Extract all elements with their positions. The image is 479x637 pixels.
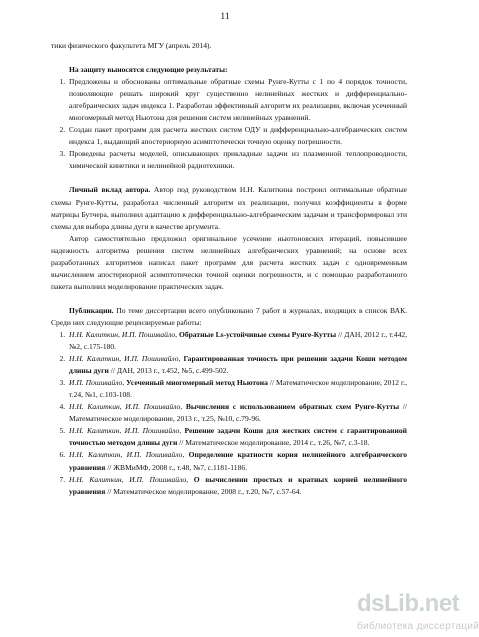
publications-list (51, 329, 407, 498)
contribution-text: Автор под руководством Н.Н. Калиткина построил оптимальные обратные схемы Рунге-Кутты, разработал численный алгоритм их реализации, получил коэффициенты в форме матрицы Бутчера, выполнил адаптацию к дифференциально-алгебраическим задачам и трансформировал эти схемы для выбора длины дуги в качестве аргумента. (51, 185, 407, 231)
page-content (51, 40, 407, 498)
publications-paragraph (51, 305, 407, 329)
publication-item (67, 401, 407, 425)
contribution-section (51, 184, 407, 292)
results-item: 3. Проведены расчеты моделей, описывающих прикладные задачи из плазменной теплопроводности, химической кинетики и нелинейной радиотехники. (67, 148, 407, 172)
publication-source: // ДАН, 2012 г., т.442, №2, с.175-180. (69, 329, 407, 352)
publication-source: // Математическое моделирование, 2012 г., т.24, №1, с.103-108. (69, 378, 407, 400)
contribution-paragraph-2: Автор самостоятельно предложил оригинальное усечение ньютоновских итераций, повысившее надежность алгоритма решения систем нелинейных алгебраических уравнений; на основе всех разработанных алгоритмов написал пакет программ для расчета жестких задач с одновременным вычислением апостериорной асимптотически точной оценки погрешности, и с помощью разработанного пакета выполнил моделирование практических задач. (51, 233, 407, 291)
publication-title: Гарантированная точность при решении задачи Коши методом длины дуги (69, 354, 408, 376)
publication-title: О вычислении простых и кратных корней нелинейного уравнения (69, 474, 407, 496)
contribution-paragraph (51, 184, 407, 232)
publication-item (67, 474, 407, 498)
publication-source: // Математическое моделирование, 2008 г., т.20, №7, с.57-64. (105, 486, 302, 496)
watermark-logo-dot: . (418, 590, 425, 617)
publication-source: // Математическое моделирование, 2013 г., т.25, №10, с.79-96. (69, 402, 407, 424)
publication-authors: Н.Н. Калиткин, И.П. Пошивайло, (69, 329, 177, 339)
publication-authors: Н.Н. Калиткин, И.П. Пошивайло, (69, 402, 183, 412)
publication-authors: Н.Н. Калиткин, И.П. Пошивайло, (69, 426, 182, 436)
publication-title: Обратные Ls-устойчивые схемы Рунге-Кутты (178, 329, 337, 339)
publication-title: Усеченный многомерный метод Ньютона (126, 378, 268, 388)
publication-source: // ЖВМиМФ, 2008 г., т.48, №7, с.1181-1186. (105, 462, 248, 472)
watermark (300, 590, 479, 637)
results-item: 2. Создан пакет программ для расчета жестких систем ОДУ и дифференциально-алгебраических систем индекса 1, выдающий апостериорную асимптотически точную оценку погрешности. (67, 124, 407, 148)
page-number: 11 (220, 12, 230, 22)
publication-item (67, 377, 407, 401)
publication-title: Определение кратности корня нелинейного алгебраического уравнения (69, 450, 408, 472)
publication-authors: Н.Н. Калиткин, И.П. Пошивайло, (69, 450, 185, 460)
publication-item (67, 329, 407, 353)
watermark-subtitle: библиотека диссертаций (357, 621, 479, 632)
publication-item (67, 449, 407, 473)
watermark-logo-main: dsLib (357, 590, 419, 617)
publications-label: Публикации. (69, 305, 114, 315)
publication-item (67, 353, 407, 377)
results-section (51, 64, 407, 172)
watermark-logo (357, 590, 459, 618)
publications-intro: По теме диссертации всего опубликовано 7 работ в журналах, входящих в список ВАК. Среди них следующие рецензируемые работы: (51, 305, 407, 327)
intro-tail: тики физического факультета МГУ (апрель 2014). (51, 41, 212, 50)
watermark-logo-tld: net (424, 590, 460, 617)
publication-source: // Математическое моделирование, 2014 г., т.26, №7, с.3-18. (177, 438, 370, 448)
results-heading: На защиту выносятся следующие результаты: (69, 65, 228, 75)
results-list (51, 76, 407, 172)
publication-item (67, 425, 407, 449)
publication-title: Вычисления с использованием обратных схем Рунге-Кутты (185, 402, 400, 412)
publication-source: // ДАН, 2013 г., т.452, №5, с.499-502. (108, 366, 229, 376)
publication-authors: И.П. Пошивайло, (69, 378, 125, 388)
contribution-label: Личный вклад автора. (69, 185, 151, 195)
publication-title: Решение задачи Коши для жестких систем с гарантированной точностью методом длины дуги (69, 426, 407, 448)
publications-section (51, 305, 407, 498)
publication-authors: Н.Н. Калиткин, И.П. Пошивайло, (69, 354, 181, 364)
results-item: 1. Предложены и обоснованы оптимальные обратные схемы Рунге-Кутты с 1 по 4 порядок точности, позволяющие решать широкий круг существенно нелинейных жестких и дифференциально-алгебраических задач индекса 1. Разработан эффективный алгоритм их реализации, включая усеченный многомерный метод Ньютона для решения систем нелинейных уравнений. (67, 76, 407, 124)
publication-authors: Н.Н. Калиткин, И.П. Пошивайло, (69, 474, 189, 484)
